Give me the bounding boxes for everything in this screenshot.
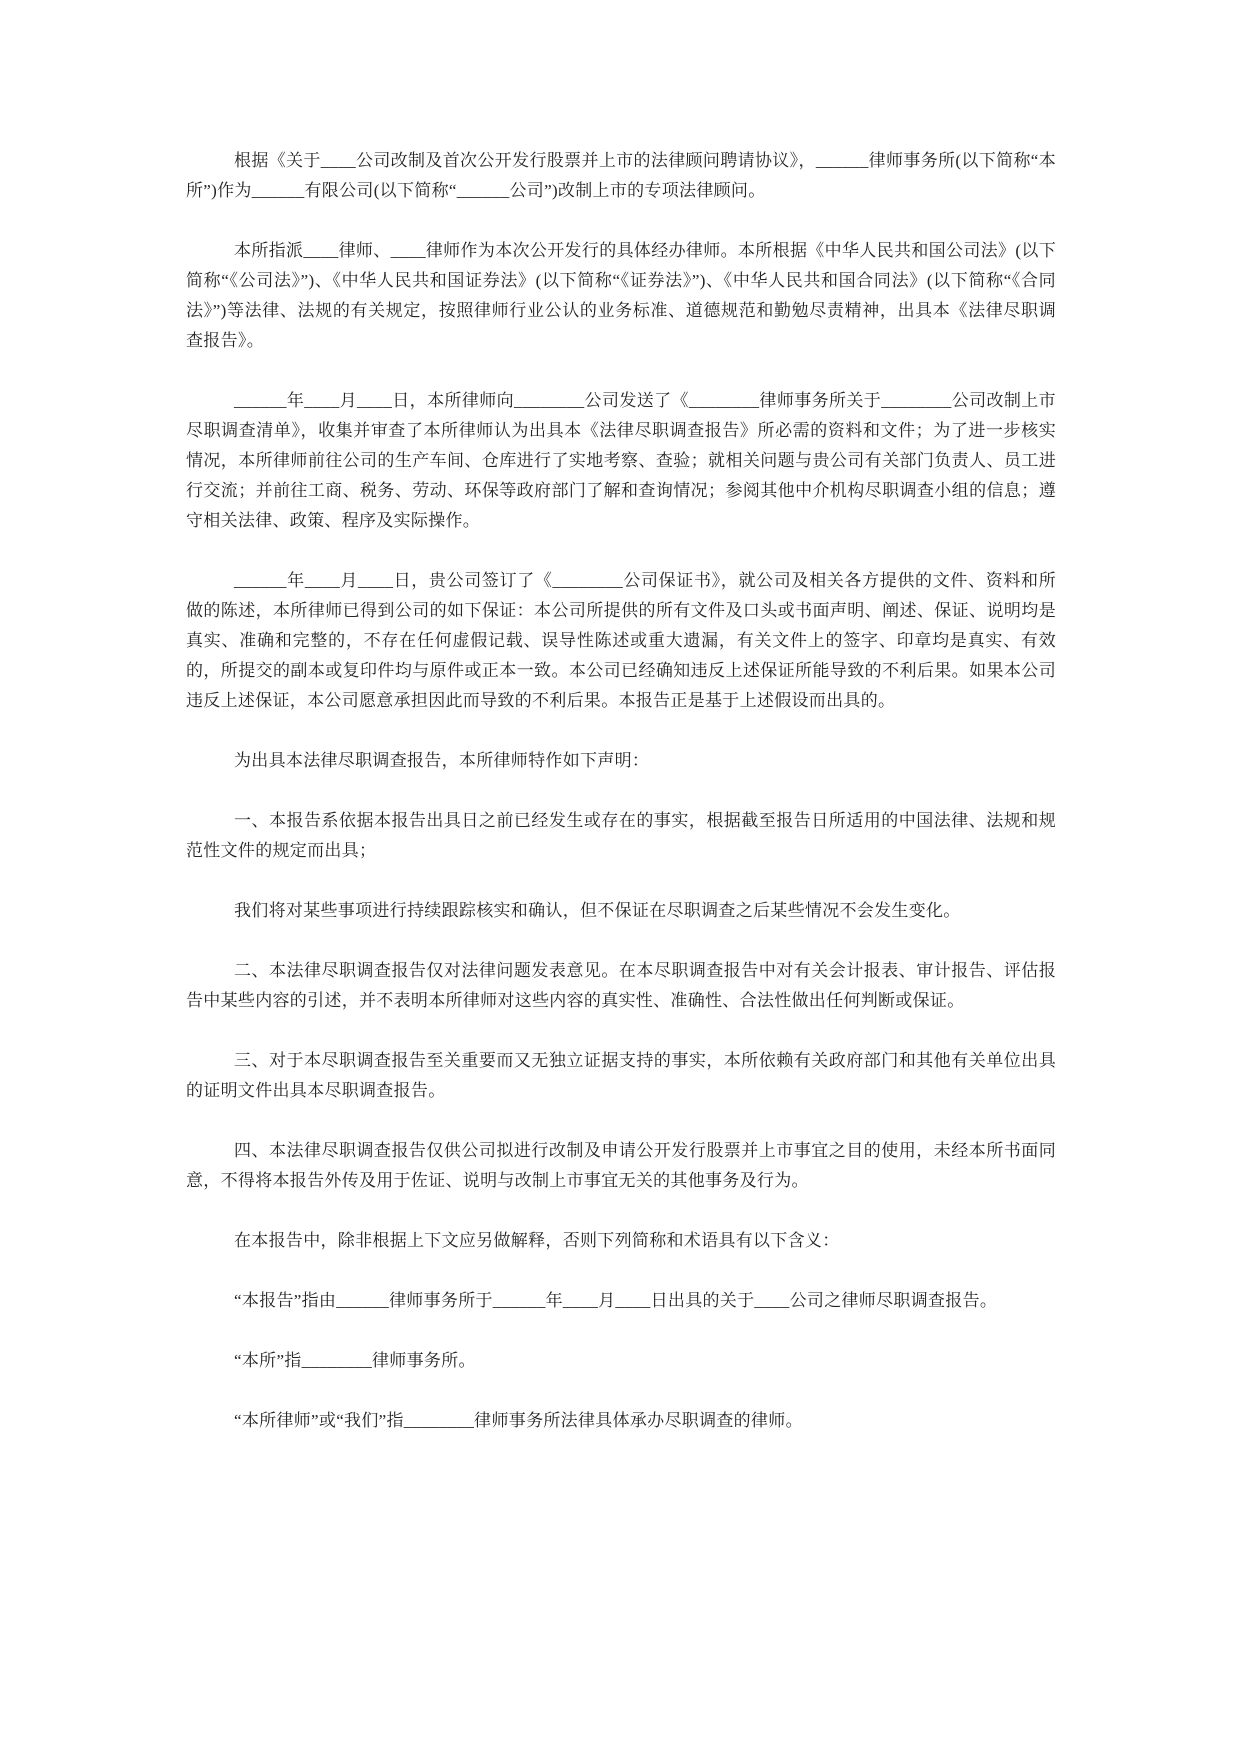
paragraph-guarantee: ______年____月____日，贵公司签订了《________公司保证书》，就公司及相关各方提供的文件、资料和所做的陈述，本所律师已得到公司的如下保证：本公司所提供的所有文件及口头或书面声明、阐述、保证、说明均是真实、准确和完整的，不存在任何虚假记载、误导性陈述或重大遗漏，有关文件上的签字、印章均是真实、有效的，所提交的副本或复印件均与原件或正本一致。本公司已经确知违反上述保证所能导致的不利后果。如果本公司违反上述保证，本公司愿意承担因此而导致的不利后果。本报告正是基于上述假设而出具的。 — [186, 571, 1056, 710]
paragraph-declaration-3: 三、对于本尽职调查报告至关重要而又无独立证据支持的事实，本所依赖有关政府部门和其他有关单位出具的证明文件出具本尽职调查报告。 — [186, 1051, 1056, 1100]
paragraph-followup-note: 我们将对某些事项进行持续跟踪核实和确认，但不保证在尽职调查之后某些情况不会发生变化。 — [234, 901, 961, 920]
definition-firm: “本所”指________律师事务所。 — [234, 1351, 476, 1370]
document-body — [186, 146, 1056, 1436]
paragraph-checklist: ______年____月____日，本所律师向________公司发送了《________律师事务所关于________公司改制上市尽职调查清单》，收集并审查了本所律师认为出具本《法律尽职调查报告》所必需的资料和文件；为了进一步核实情况，本所律师前往公司的生产车间、仓库进行了实地考察、查验；就相关问题与贵公司有关部门负责人、员工进行交流；并前往工商、税务、劳动、环保等政府部门了解和查询情况；参阅其他中介机构尽职调查小组的信息；遵守相关法律、政策、程序及实际操作。 — [186, 391, 1056, 530]
paragraph-definitions-intro: 在本报告中，除非根据上下文应另做解释，否则下列简称和术语具有以下含义： — [234, 1231, 840, 1250]
definition-firm-lawyers: “本所律师”或“我们”指________律师事务所法律具体承办尽职调查的律师。 — [234, 1411, 803, 1430]
paragraph-declaration-4: 四、本法律尽职调查报告仅供公司拟进行改制及申请公开发行股票并上市事宜之目的使用，未经本所书面同意，不得将本报告外传及用于佐证、说明与改制上市事宜无关的其他事务及行为。 — [186, 1141, 1056, 1190]
paragraph-assigned-lawyers: 本所指派____律师、____律师作为本次公开发行的具体经办律师。本所根据《中华人民共和国公司法》(以下简称“《公司法》”)、《中华人民共和国证券法》(以下简称“《证券法》”)、《中华人民共和国合同法》(以下简称“《合同法》”)等法律、法规的有关规定，按照律师行业公认的业务标准、道德规范和勤勉尽责精神，出具本《法律尽职调查报告》。 — [186, 241, 1056, 350]
paragraph-declaration-2: 二、本法律尽职调查报告仅对法律问题发表意见。在本尽职调查报告中对有关会计报表、审计报告、评估报告中某些内容的引述，并不表明本所律师对这些内容的真实性、准确性、合法性做出任何判断或保证。 — [186, 961, 1056, 1010]
paragraph-declaration-1: 一、本报告系依据本报告出具日之前已经发生或存在的事实，根据截至报告日所适用的中国法律、法规和规范性文件的规定而出具； — [186, 811, 1056, 860]
paragraph-declaration-intro: 为出具本法律尽职调查报告，本所律师特作如下声明： — [234, 751, 650, 770]
definition-report: “本报告”指由______律师事务所于______年____月____日出具的关于____公司之律师尽职调查报告。 — [234, 1291, 998, 1310]
paragraph-engagement: 根据《关于____公司改制及首次公开发行股票并上市的法律顾问聘请协议》，______律师事务所(以下简称“本所”)作为______有限公司(以下简称“______公司”)改制上市的专项法律顾问。 — [186, 151, 1056, 200]
